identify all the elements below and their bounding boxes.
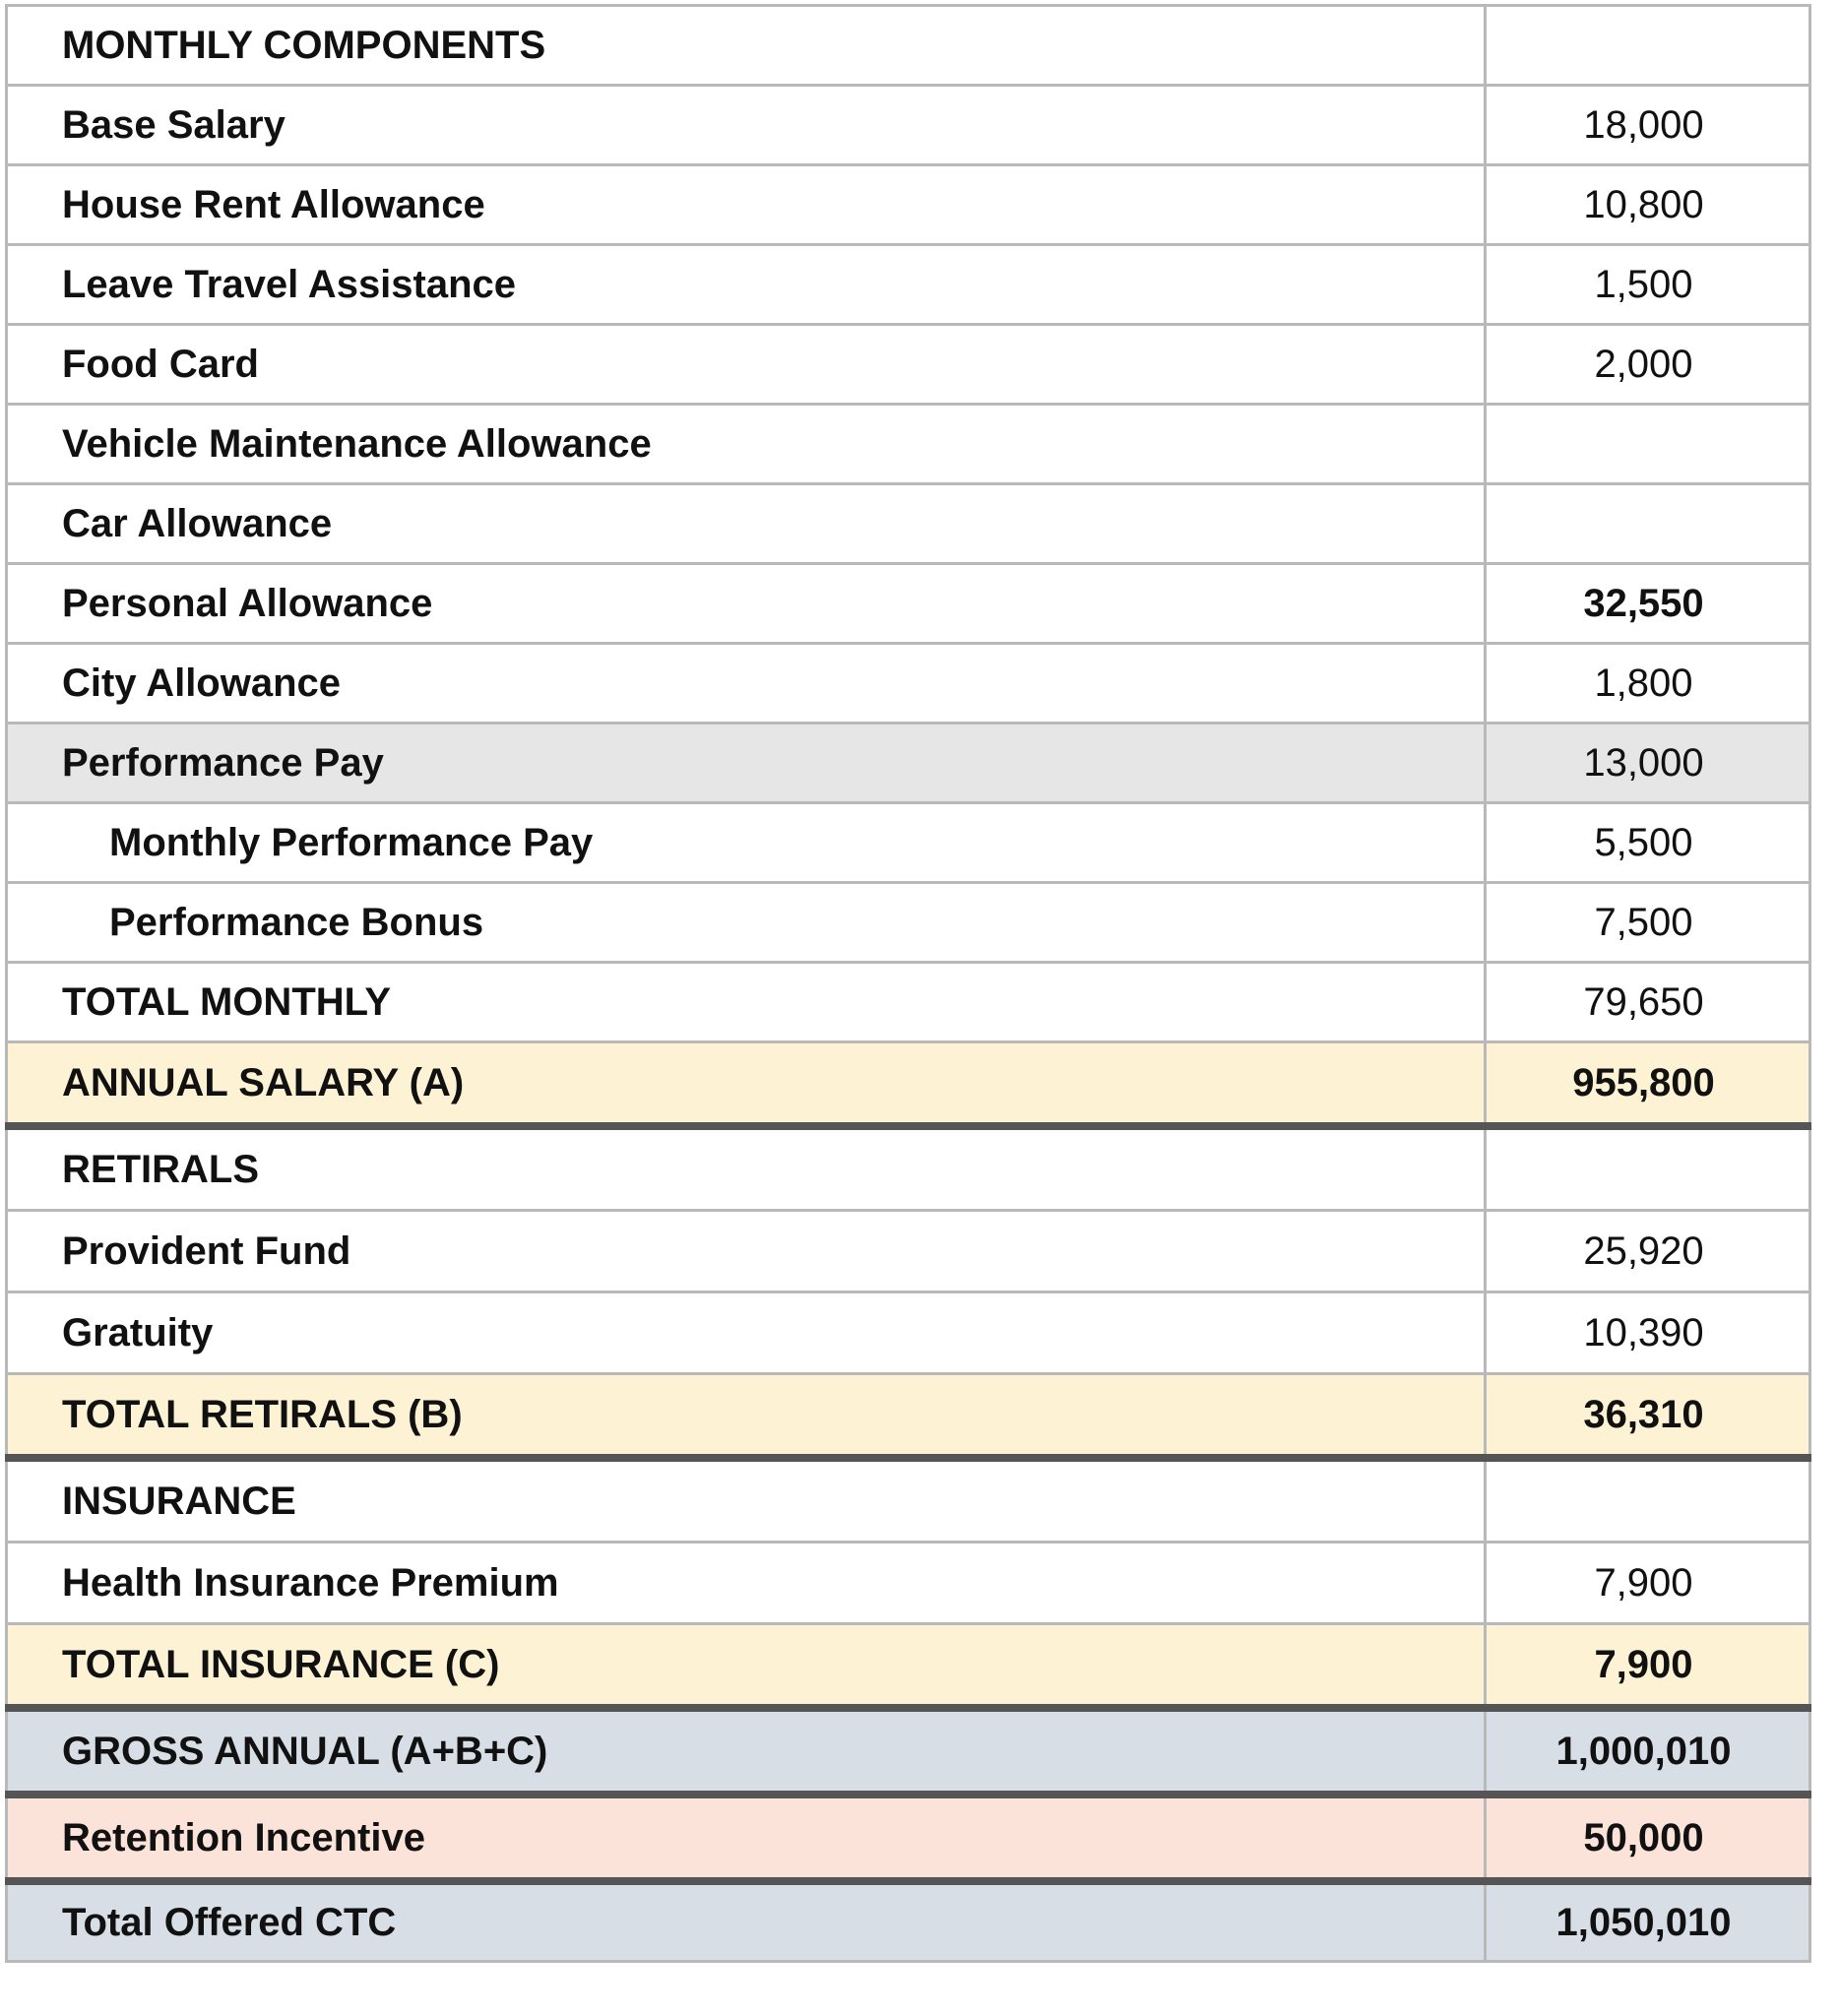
row-car-allowance xyxy=(7,484,1810,564)
row-label: Leave Travel Assistance xyxy=(7,245,1486,325)
row-value: 7,900 xyxy=(1486,1624,1810,1709)
row-value xyxy=(1486,1126,1810,1211)
row-label: Retention Incentive xyxy=(7,1795,1486,1881)
row-value: 5,500 xyxy=(1486,803,1810,883)
row-value: 18,000 xyxy=(1486,86,1810,165)
row-leave-travel-assistance xyxy=(7,245,1810,325)
row-value: 7,900 xyxy=(1486,1543,1810,1624)
row-vehicle-maintenance-allowance xyxy=(7,405,1810,484)
row-value: 7,500 xyxy=(1486,883,1810,963)
row-value: 13,000 xyxy=(1486,724,1810,803)
row-value xyxy=(1486,1458,1810,1543)
row-retention-incentive xyxy=(7,1795,1810,1881)
row-value: 1,050,010 xyxy=(1486,1881,1810,1962)
row-total-monthly xyxy=(7,963,1810,1042)
ctc-breakdown-table xyxy=(5,4,1811,1963)
row-monthly-performance-pay xyxy=(7,803,1810,883)
row-food-card xyxy=(7,325,1810,405)
row-value xyxy=(1486,484,1810,564)
row-label: Food Card xyxy=(7,325,1486,405)
row-label: Personal Allowance xyxy=(7,564,1486,644)
row-label: Monthly Performance Pay xyxy=(7,803,1486,883)
row-base-salary xyxy=(7,86,1810,165)
row-total-retirals xyxy=(7,1374,1810,1459)
row-city-allowance xyxy=(7,644,1810,724)
row-health-insurance-premium xyxy=(7,1543,1810,1624)
row-gross-annual xyxy=(7,1708,1810,1795)
row-label: Vehicle Maintenance Allowance xyxy=(7,405,1486,484)
row-value xyxy=(1486,6,1810,86)
row-label: Health Insurance Premium xyxy=(7,1543,1486,1624)
row-label: Base Salary xyxy=(7,86,1486,165)
row-value: 10,800 xyxy=(1486,165,1810,245)
row-label: Total Offered CTC xyxy=(7,1881,1486,1962)
row-value: 1,800 xyxy=(1486,644,1810,724)
row-value: 36,310 xyxy=(1486,1374,1810,1459)
row-value: 1,000,010 xyxy=(1486,1708,1810,1795)
row-label: GROSS ANNUAL (A+B+C) xyxy=(7,1708,1486,1795)
row-label: TOTAL MONTHLY xyxy=(7,963,1486,1042)
row-total-insurance xyxy=(7,1624,1810,1709)
row-value: 1,500 xyxy=(1486,245,1810,325)
row-label: Performance Bonus xyxy=(7,883,1486,963)
row-total-offered-ctc xyxy=(7,1881,1810,1962)
row-label: Performance Pay xyxy=(7,724,1486,803)
row-label: Gratuity xyxy=(7,1292,1486,1374)
row-value: 32,550 xyxy=(1486,564,1810,644)
section-header-monthly-components xyxy=(7,6,1810,86)
row-label: MONTHLY COMPONENTS xyxy=(7,6,1486,86)
row-label: TOTAL RETIRALS (B) xyxy=(7,1374,1486,1459)
row-provident-fund xyxy=(7,1211,1810,1292)
row-label: ANNUAL SALARY (A) xyxy=(7,1042,1486,1127)
row-label: INSURANCE xyxy=(7,1458,1486,1543)
row-gratuity xyxy=(7,1292,1810,1374)
row-performance-bonus xyxy=(7,883,1810,963)
row-label: RETIRALS xyxy=(7,1126,1486,1211)
row-value: 2,000 xyxy=(1486,325,1810,405)
section-header-insurance xyxy=(7,1458,1810,1543)
section-header-retirals xyxy=(7,1126,1810,1211)
row-value: 79,650 xyxy=(1486,963,1810,1042)
row-value: 25,920 xyxy=(1486,1211,1810,1292)
row-house-rent-allowance xyxy=(7,165,1810,245)
row-label: Car Allowance xyxy=(7,484,1486,564)
row-personal-allowance xyxy=(7,564,1810,644)
row-performance-pay xyxy=(7,724,1810,803)
row-label: House Rent Allowance xyxy=(7,165,1486,245)
row-label: TOTAL INSURANCE (C) xyxy=(7,1624,1486,1709)
row-value: 10,390 xyxy=(1486,1292,1810,1374)
row-label: Provident Fund xyxy=(7,1211,1486,1292)
row-annual-salary-total xyxy=(7,1042,1810,1127)
row-label: City Allowance xyxy=(7,644,1486,724)
row-value: 955,800 xyxy=(1486,1042,1810,1127)
row-value xyxy=(1486,405,1810,484)
row-value: 50,000 xyxy=(1486,1795,1810,1881)
